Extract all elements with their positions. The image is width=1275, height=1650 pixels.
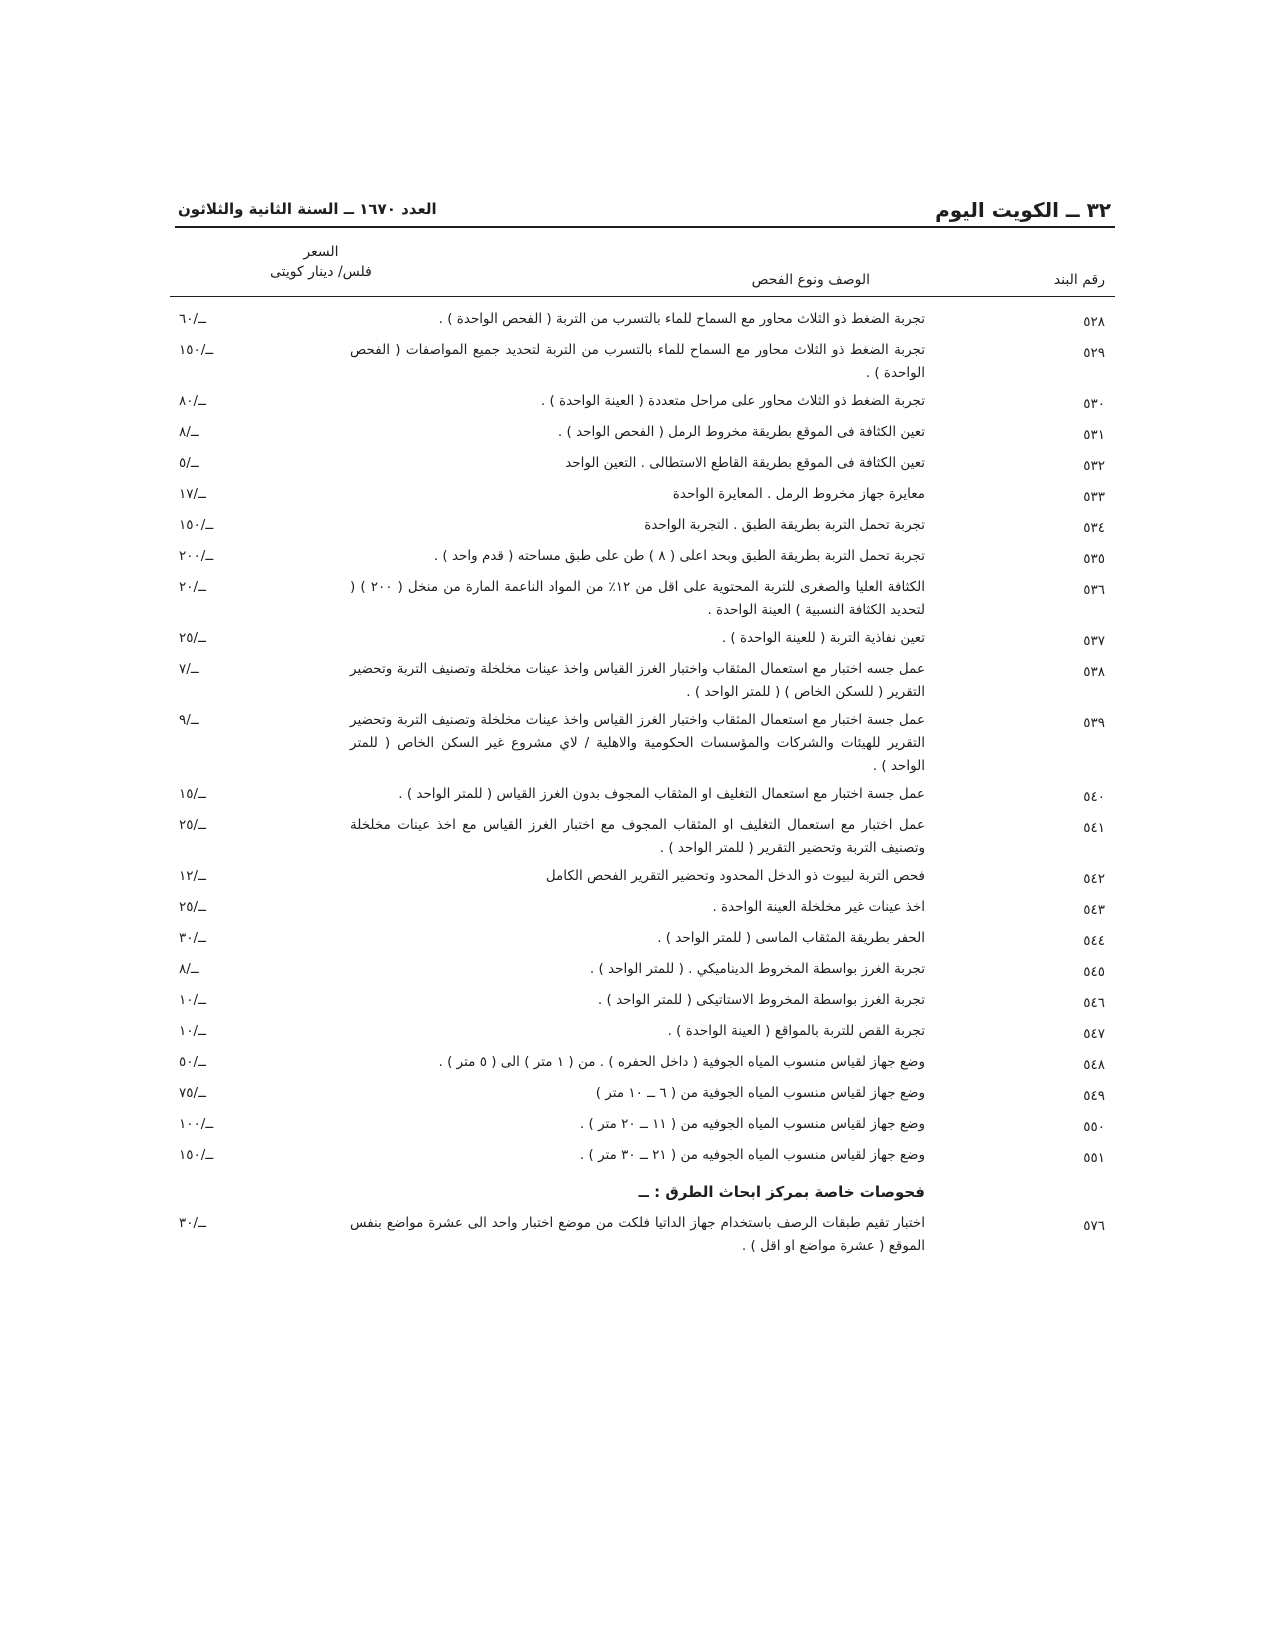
- item-number: ٥٤٥: [1083, 964, 1105, 980]
- item-price: ــ/١٥٠: [179, 517, 214, 533]
- item-description: وضع جهاز لقياس منسوب المياه الجوفية من ( ٦ ــ ١٠ متر ): [595, 1085, 925, 1101]
- item-price: ــ/٢٥: [179, 630, 206, 646]
- item-description: اختبار تقيم طبقات الرصف باستخدام جهاز الداتيا فلكت من موضع اختبار واحد الى عشرة مواضع بنفس الموقع ( عشرة مواضع او اقل ) .: [350, 1215, 925, 1254]
- item-number: ٥٤٠: [1083, 789, 1105, 805]
- item-price: ــ/٣٠: [179, 930, 206, 946]
- table-row: [175, 1020, 1115, 1046]
- column-headers: [175, 242, 1115, 292]
- item-number: ٥٣٠: [1083, 396, 1105, 412]
- item-price: ــ/٩: [179, 712, 199, 728]
- item-description: وضع جهاز لقياس منسوب المياه الجوفيه من ( ١١ ــ ٢٠ متر ) .: [579, 1116, 925, 1132]
- item-price: ــ/٢٥: [179, 899, 206, 915]
- table-row: [175, 1212, 1115, 1258]
- item-number: ٥٥٠: [1083, 1119, 1105, 1135]
- item-description: تجربة الغرز بواسطة المخروط الاستاتيكى ( للمتر الواحد ) .: [597, 992, 925, 1008]
- item-description: معايرة جهاز مخروط الرمل . المعايرة الواحدة: [672, 486, 925, 502]
- item-description: اخذ عينات غير مخلخلة العينة الواحدة .: [712, 899, 925, 915]
- table-row: [175, 783, 1115, 809]
- item-price: ــ/٢٥: [179, 817, 206, 833]
- column-header-price: [270, 242, 372, 282]
- item-description: فحص التربة لبيوت ذو الدخل المحدود وتحضير التقرير الفحص الكامل: [545, 868, 925, 884]
- item-number: ٥٣٢: [1083, 458, 1105, 474]
- item-description: وضع جهاز لقياس منسوب المياه الجوفية ( داخل الحفره ) . من ( ١ متر ) الى ( ٥ متر ) .: [438, 1054, 925, 1070]
- item-number: ٥٢٩: [1083, 345, 1105, 361]
- table-row: [175, 339, 1115, 385]
- section-title: فحوصات خاصة بمركز ابحاث الطرق : ــ: [638, 1183, 925, 1201]
- item-description: تجربة الضغط ذو الثلاث محاور مع السماح للماء بالتسرب من التربة لتحديد جميع المواصفات ( الفحص الواحدة ) .: [350, 342, 925, 381]
- table-row: [175, 1082, 1115, 1108]
- header-rule: [175, 226, 1115, 228]
- item-description: تجربة الغرز بواسطة المخروط الديناميكي . ( للمتر الواحد ) .: [589, 961, 925, 977]
- item-price: ــ/٦٠: [179, 311, 206, 327]
- item-number: ٥٤٦: [1083, 995, 1105, 1011]
- table-row: [175, 1113, 1115, 1139]
- table-row: [175, 896, 1115, 922]
- item-description: عمل جسة اختبار مع استعمال التغليف او المثقاب المجوف بدون الغرز القياس ( للمتر الواحد ) .: [398, 786, 925, 802]
- item-number: ٥٤١: [1083, 820, 1105, 836]
- item-description: تجربة تحمل التربة بطريقة الطبق . التجربة الواحدة: [644, 517, 925, 533]
- item-number: ٥٣٨: [1083, 664, 1105, 680]
- item-description: عمل اختبار مع استعمال التغليف او المثقاب المجوف مع اختبار الغرز القياس مع اخذ عينات مخلخلة وتصنيف التربة وتحضير التقرير ( للمتر الواحد ) .: [350, 817, 925, 856]
- page-header: [178, 198, 1111, 228]
- item-number: ٥٣١: [1083, 427, 1105, 443]
- item-price: ــ/٨: [179, 424, 199, 440]
- item-number: ٥٧٦: [1083, 1218, 1105, 1234]
- item-price: ــ/٨: [179, 961, 199, 977]
- price-units: فلس/ دينار كويتى: [270, 264, 372, 280]
- table-row: [175, 814, 1115, 860]
- item-price: ــ/٥: [179, 455, 199, 471]
- table-row: [175, 421, 1115, 447]
- item-price: ــ/٣٠: [179, 1215, 206, 1231]
- item-description: الحفر بطريقة المثقاب الماسى ( للمتر الواحد ) .: [657, 930, 925, 946]
- table-row: [175, 1051, 1115, 1077]
- item-number: ٥٣٥: [1083, 551, 1105, 567]
- table-row: [175, 390, 1115, 416]
- table-row: [175, 627, 1115, 653]
- item-description: الكثافة العليا والصغرى للتربة المحتوية على اقل من ١٢٪ من المواد الناعمة المارة من منخل ( ٢٠٠ ) ( لتحديد الكثافة النسبية ) العينة الواحدة .: [350, 579, 925, 618]
- item-price: ــ/١٠٠: [179, 1116, 214, 1132]
- item-price: ــ/١٥٠: [179, 342, 214, 358]
- item-description: عمل جسة اختبار مع استعمال المثقاب واختبار الغرز القياس واخذ عينات مخلخلة وتصنيف التربة وتحضير التقرير للهيئات والشركات والمؤسسات الحكومية والاهلية / لاي مشروع غير السكن الخاص ( للمتر الواحد ) .: [350, 712, 925, 774]
- table-row: [175, 958, 1115, 984]
- column-header-description: الوصف ونوع الفحص: [751, 272, 870, 288]
- column-header-rule: [170, 296, 1115, 297]
- item-price: ــ/٧: [179, 661, 199, 677]
- table-row: [175, 483, 1115, 509]
- item-description: تجربة الضغط ذو الثلاث محاور مع السماح للماء بالتسرب من التربة ( الفحص الواحدة ) .: [438, 311, 925, 327]
- item-number: ٥٤٤: [1083, 933, 1105, 949]
- item-number: ٥٥١: [1083, 1150, 1105, 1166]
- price-table: [175, 308, 1115, 1263]
- item-price: ــ/٢٠٠: [179, 548, 214, 564]
- table-row: [175, 514, 1115, 540]
- item-description: عمل جسه اختبار مع استعمال المثقاب واختبار الغرز القياس واخذ عينات مخلخلة وتصنيف التربة وتحضير التقرير ( للسكن الخاص ) ( للمتر الواحد ) .: [350, 661, 925, 700]
- issue-info: العدد ١٦٧٠ ــ السنة الثانية والثلاثون: [178, 200, 437, 218]
- item-price: ــ/١٠: [179, 992, 206, 1008]
- item-description: تعين نفاذية التربة ( للعينة الواحدة ) .: [721, 630, 925, 646]
- running-title: ٣٢ ــ الكويت اليوم: [935, 198, 1111, 222]
- item-price: ــ/٧٥: [179, 1085, 206, 1101]
- item-number: ٥٤٣: [1083, 902, 1105, 918]
- item-price: ــ/١٥: [179, 786, 206, 802]
- table-row: [175, 1144, 1115, 1170]
- item-price: ــ/٥٠: [179, 1054, 206, 1070]
- item-description: تعين الكثافة فى الموقع بطريقة مخروط الرمل ( الفحص الواحد ) .: [557, 424, 925, 440]
- item-description: تجربة تحمل التربة بطريقة الطبق وبحد اعلى ( ٨ ) طن على طبق مساحته ( قدم واحد ) .: [433, 548, 925, 564]
- item-price: ــ/٢٠: [179, 579, 206, 595]
- table-row: [175, 308, 1115, 334]
- item-number: ٥٤٢: [1083, 871, 1105, 887]
- item-number: ٥٤٧: [1083, 1026, 1105, 1042]
- table-row: [175, 865, 1115, 891]
- item-number: ٥٣٦: [1083, 582, 1105, 598]
- table-row: [175, 709, 1115, 778]
- table-row: [175, 545, 1115, 571]
- item-number: ٥٣٩: [1083, 715, 1105, 731]
- item-number: ٥٣٤: [1083, 520, 1105, 536]
- table-row: [175, 927, 1115, 953]
- item-number: ٥٤٨: [1083, 1057, 1105, 1073]
- item-number: ٥٢٨: [1083, 314, 1105, 330]
- price-title: السعر: [303, 244, 339, 260]
- item-description: تجربة الضغط ذو الثلاث محاور على مراحل متعددة ( العينة الواحدة ) .: [540, 393, 925, 409]
- item-number: ٥٤٩: [1083, 1088, 1105, 1104]
- table-row: [175, 989, 1115, 1015]
- table-row: [175, 576, 1115, 622]
- item-description: وضع جهاز لقياس منسوب المياه الجوفيه من ( ٢١ ــ ٣٠ متر ) .: [579, 1147, 925, 1163]
- item-number: ٥٣٣: [1083, 489, 1105, 505]
- item-price: ــ/٨٠: [179, 393, 206, 409]
- table-row: [175, 658, 1115, 704]
- item-price: ــ/١٥٠: [179, 1147, 214, 1163]
- item-number: ٥٣٧: [1083, 633, 1105, 649]
- item-description: تجربة القص للتربة بالمواقع ( العينة الواحدة ) .: [667, 1023, 925, 1039]
- item-price: ــ/١٧: [179, 486, 206, 502]
- item-price: ــ/١٠: [179, 1023, 206, 1039]
- item-price: ــ/١٢: [179, 868, 206, 884]
- table-row: [175, 452, 1115, 478]
- item-description: تعين الكثافة فى الموقع بطريقة القاطع الاستطالى . التعين الواحد: [565, 455, 925, 471]
- column-header-item-no: رقم البند: [1053, 272, 1105, 288]
